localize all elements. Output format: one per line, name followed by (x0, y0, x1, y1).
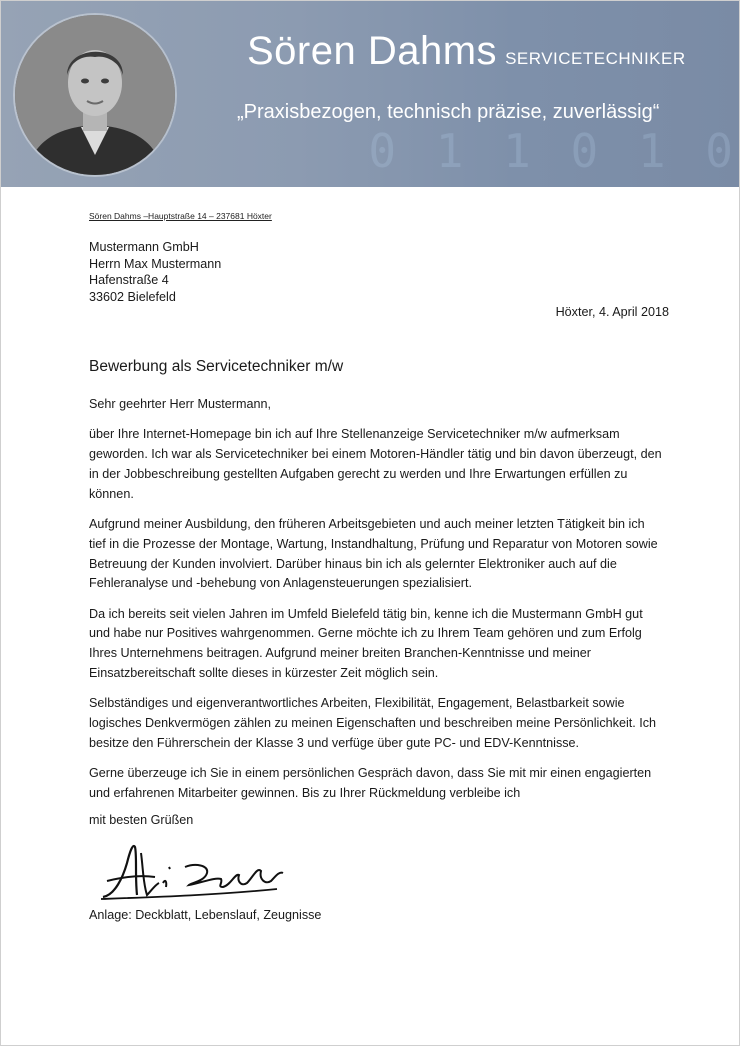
portrait-illustration (15, 15, 175, 175)
sender-address-line: Sören Dahms –Hauptstraße 14 – 237681 Höxter (89, 211, 272, 221)
paragraph-closing-request: Gerne überzeuge ich Sie in einem persönlichen Gespräch davon, dass Sie mit mir einen engagierten und erfahrenen Mitarbeiter gewinnen. Bis zu Ihrer Rückmeldung verbleibe ich (89, 766, 652, 801)
closing-phrase: mit besten Grüßen (89, 813, 194, 827)
recipient-person: Herrn Max Mustermann (89, 256, 222, 271)
paragraph-qualifications: Aufgrund meiner Ausbildung, den früheren Arbeitsgebieten und auch meiner letzten Tätigkeit bin ich tief in die Prozesse der Montage, Wartung, Instandhaltung, Prüfung und Reparatur von Motoren sowie Betreuung der Kunden involviert. Darüber hinaus bin ich als gelernter Elektroniker auch auf die Fehleranalyse und -behebung von Anlagensteuerungen spezialisiert. (89, 516, 658, 591)
handwritten-signature (97, 837, 287, 903)
recipient-city: 33602 Bielefeld (89, 289, 176, 304)
attachments-line: Anlage: Deckblatt, Lebenslauf, Zeugnisse (89, 908, 322, 922)
paragraph-company-motivation: Da ich bereits seit vielen Jahren im Umfeld Bielefeld tätig bin, kenne ich die Mustermann GmbH gut und habe nur Positives wahrgenommen. Gerne möchte ich zu Ihrem Team gehören und zum Erfolg Ihres Unternehmens beitragen. Aufgrund meiner breiten Branchen-Kenntnisse und meiner Einsatzbereitschaft sollte dieses in kürzester Zeit möglich sein. (89, 606, 643, 681)
applicant-tagline: „Praxisbezogen, technisch präzise, zuverlässig“ (237, 101, 660, 123)
header-banner (1, 1, 739, 187)
paragraph-intro: über Ihre Internet-Homepage bin ich auf Ihre Stellenanzeige Servicetechniker m/w aufmerksam geworden. Ich war als Servicetechniker bei einem Motoren-Händler tätig und bin davon überzeugt, den in der Jobbeschreibung gestellten Aufgaben gerecht zu werden und Ihre Erwartungen erfüllen zu können. (89, 427, 662, 501)
applicant-job-title: SERVICETECHNIKER (505, 49, 686, 68)
letter-date: Höxter, 4. April 2018 (555, 305, 669, 319)
letter-body (89, 395, 663, 814)
recipient-company: Mustermann GmbH (89, 240, 199, 254)
recipient-street: Hafenstraße 4 (89, 273, 169, 288)
letter-subject: Bewerbung als Servicetechniker m/w (89, 358, 344, 375)
applicant-name: Sören Dahms (247, 29, 498, 73)
paragraph-personal-skills: Selbständiges und eigenverantwortliches Arbeiten, Flexibilität, Engagement, Belastbarkeit sowie logisches Denkvermögen zählen zu meinen Eigenschaften und beschreiben meine Persönlichkeit. Ich besitze den Führerschein der Klasse 3 und verfüge über gute PC- und EDV-Kenntnisse. (89, 696, 657, 750)
applicant-name-block (247, 29, 686, 74)
binary-row: 0 1 1 0 1 0 (368, 124, 739, 178)
salutation: Sehr geehrter Herr Mustermann, (89, 397, 271, 411)
profile-photo (15, 15, 175, 175)
recipient-address (89, 239, 221, 305)
